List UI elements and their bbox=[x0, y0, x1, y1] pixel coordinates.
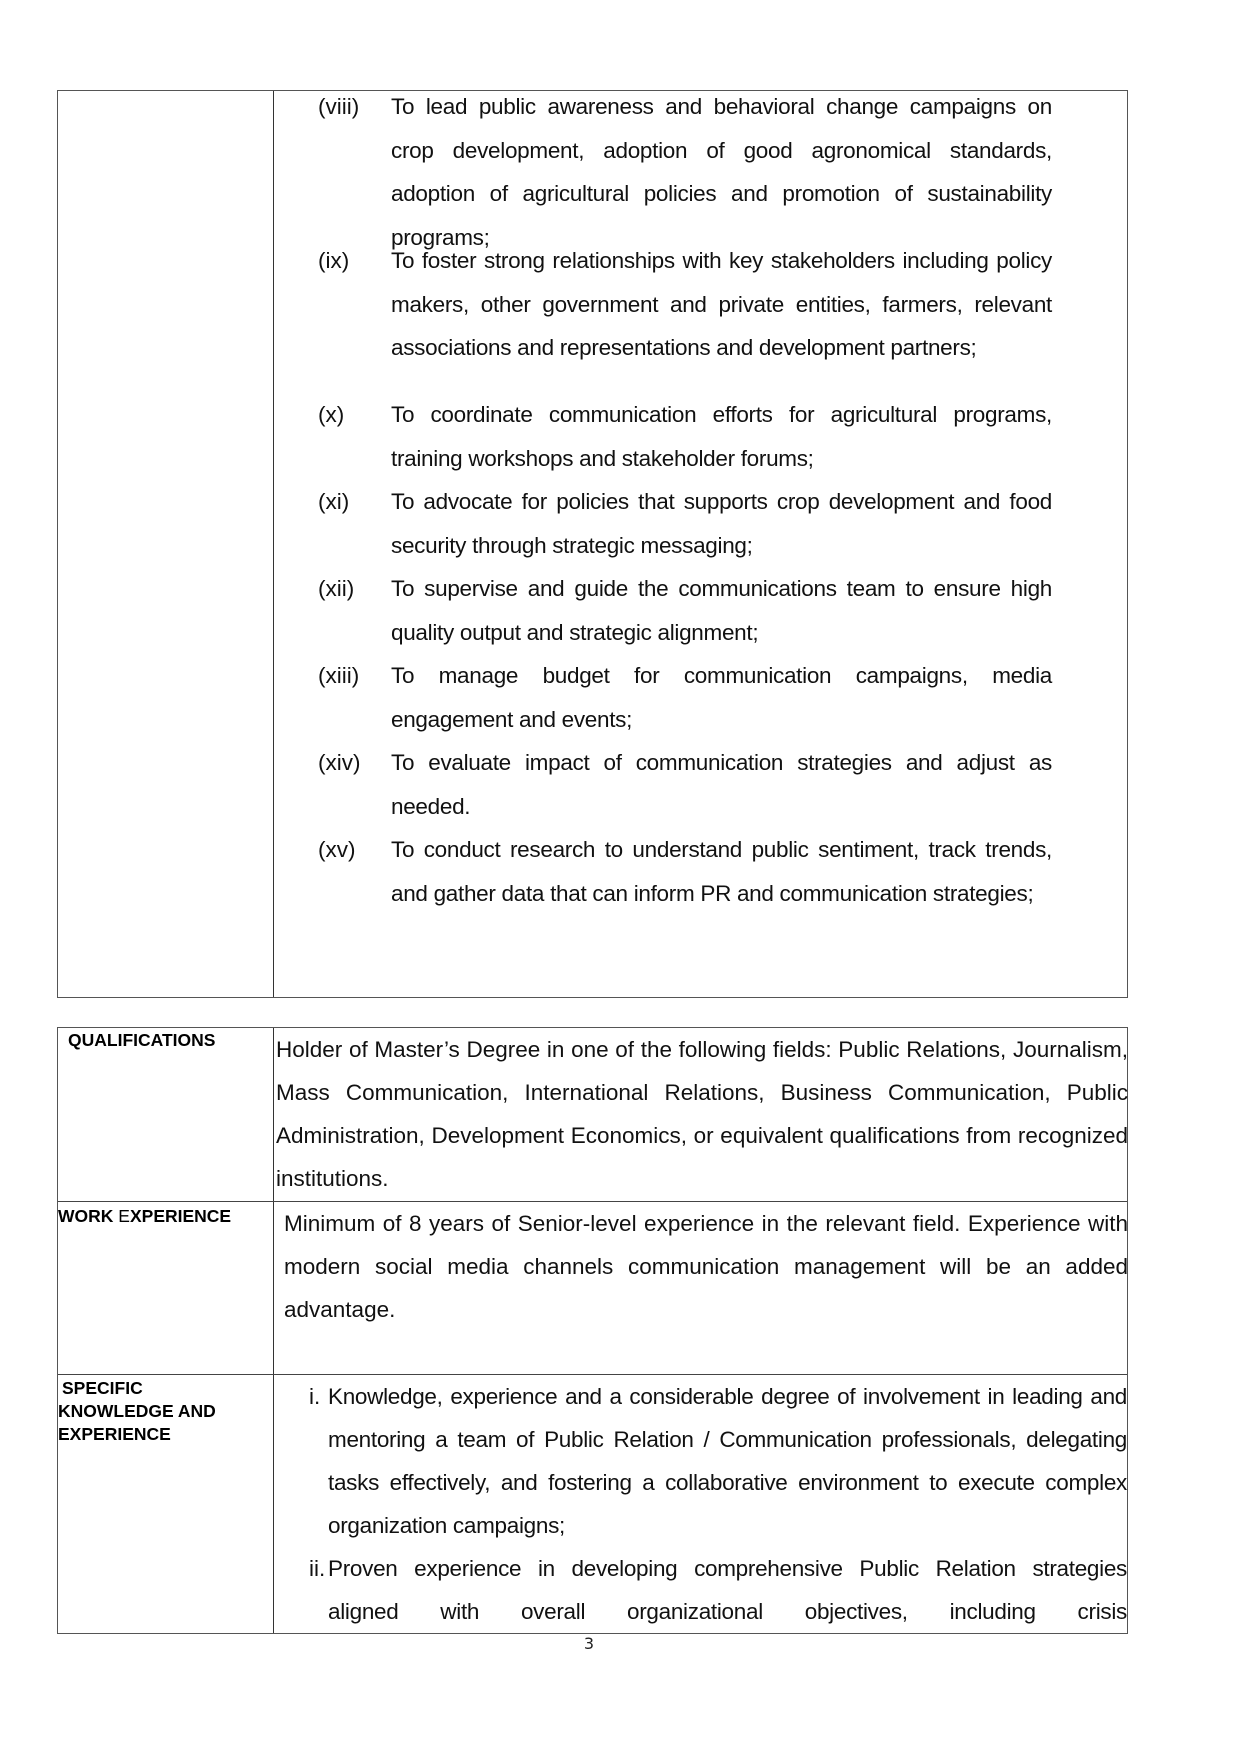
duty-text: To supervise and guide the communications team to ensure high quality output and strategic alignment; bbox=[391, 576, 1052, 645]
duty-numeral: (xiv) bbox=[318, 750, 361, 775]
duty-numeral: (ix) bbox=[318, 248, 350, 273]
specific-knowledge-label bbox=[58, 1377, 216, 1446]
label-part: WORK bbox=[58, 1206, 119, 1226]
label-line: EXPERIENCE bbox=[58, 1424, 171, 1444]
label-part: XPERIENCE bbox=[129, 1206, 232, 1226]
page-number: 3 bbox=[583, 1634, 595, 1653]
label-line: SPECIFIC bbox=[62, 1378, 143, 1398]
duty-numeral: (xv) bbox=[318, 837, 356, 862]
knowledge-numeral: i. bbox=[309, 1384, 321, 1409]
duty-text: To foster strong relationships with key stakeholders including policy makers, other government and private entities, farmers, relevant associations and representations and development partners; bbox=[391, 248, 1052, 360]
knowledge-numeral: ii. bbox=[309, 1556, 326, 1581]
duty-text: To advocate for policies that supports crop development and food security through strategic messaging; bbox=[391, 489, 1052, 558]
qualifications-label: QUALIFICATIONS bbox=[68, 1030, 216, 1050]
label-line: KNOWLEDGE AND bbox=[58, 1401, 216, 1421]
duty-text: To lead public awareness and behavioral change campaigns on crop development, adoption of good agronomical standards, adoption of agricultural policies and promotion of sustainability programs; bbox=[391, 94, 1052, 250]
duty-text: To manage budget for communication campaigns, media engagement and events; bbox=[391, 663, 1052, 732]
duty-numeral: (x) bbox=[318, 402, 345, 427]
requirements-table bbox=[57, 1027, 1128, 1634]
qualifications-text: Holder of Master’s Degree in one of the following fields: Public Relations, Journalism, Mass Communication, International Relations, Business Communication, Public Administration, Development Economics, or equivalent qualifications from recognized institutions. bbox=[276, 1037, 1128, 1191]
knowledge-text: Knowledge, experience and a considerable degree of involvement in leading and mentoring a team of Public Relation / Communication professionals, delegating tasks effectively, and fostering a collaborative environment to execute complex organization campaigns; bbox=[328, 1384, 1127, 1538]
column-divider bbox=[273, 91, 274, 997]
work-experience-label bbox=[58, 1205, 231, 1228]
duty-text: To evaluate impact of communication strategies and adjust as needed. bbox=[391, 750, 1052, 819]
duty-numeral: (xii) bbox=[318, 576, 355, 601]
duties-table bbox=[57, 90, 1128, 998]
duty-numeral: (xiii) bbox=[318, 663, 360, 688]
knowledge-text: Proven experience in developing comprehensive Public Relation strategies aligned with overall organizational objectives, including crisis bbox=[328, 1556, 1127, 1624]
work-experience-text: Minimum of 8 years of Senior-level experience in the relevant field. Experience with modern social media channels communication management will be an added advantage. bbox=[284, 1211, 1128, 1322]
label-part: E bbox=[118, 1206, 130, 1226]
duty-text: To coordinate communication efforts for agricultural programs, training workshops and stakeholder forums; bbox=[391, 402, 1052, 471]
duty-numeral: (xi) bbox=[318, 489, 350, 514]
duty-numeral: (viii) bbox=[318, 94, 360, 119]
column-divider bbox=[273, 1028, 274, 1633]
duty-text: To conduct research to understand public sentiment, track trends, and gather data that can inform PR and communication strategies; bbox=[391, 837, 1052, 906]
